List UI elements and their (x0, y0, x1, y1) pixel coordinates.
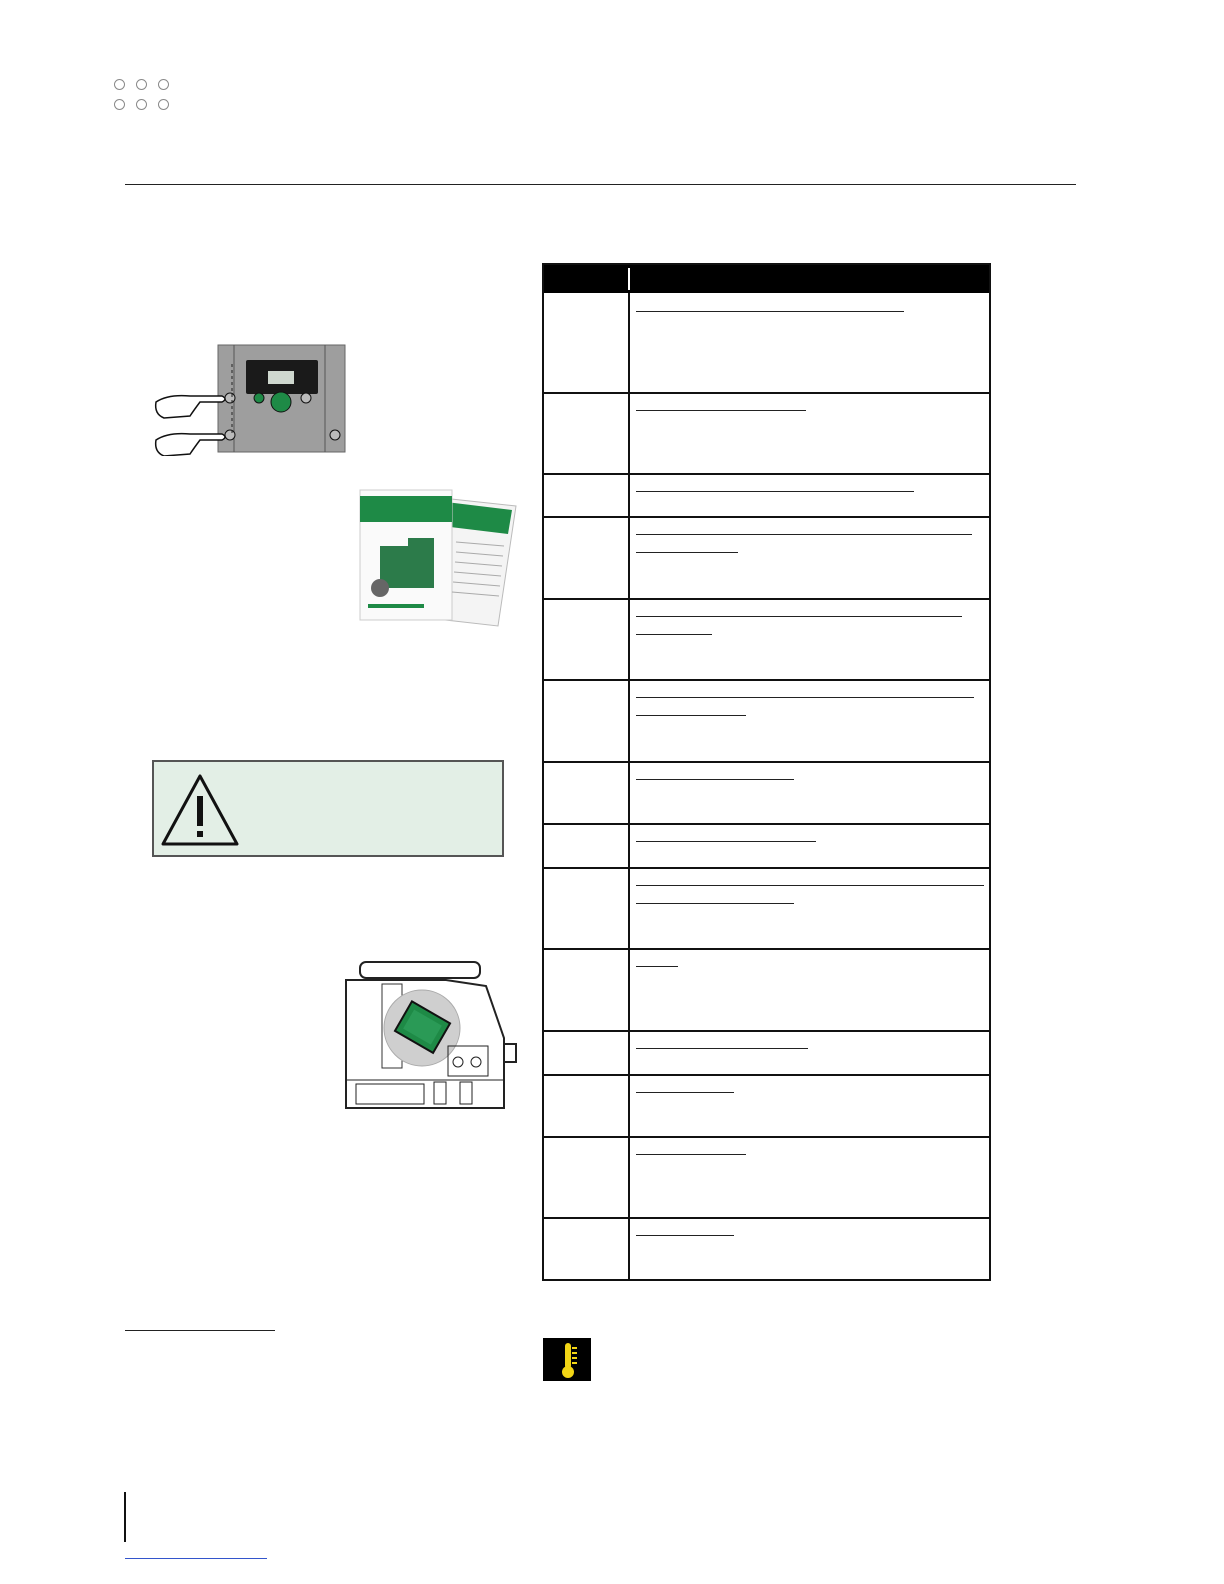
table-row (544, 1217, 989, 1281)
table-row (544, 293, 989, 393)
machine-figure (336, 958, 522, 1118)
control-panel-figure (150, 344, 350, 456)
table-row (544, 679, 989, 762)
warning-box (152, 760, 504, 857)
footer-link[interactable] (125, 1558, 267, 1559)
table-row (544, 1136, 989, 1218)
table-row (544, 823, 989, 868)
quick-guide-figure (358, 488, 518, 628)
table-row (544, 761, 989, 824)
margin-bar (124, 1492, 126, 1542)
table-row (544, 867, 989, 949)
table-row (544, 473, 989, 518)
table-row (544, 598, 989, 680)
table-row (544, 1074, 989, 1137)
table-row (544, 948, 989, 1031)
thermometer-icon (543, 1338, 591, 1381)
table-header (544, 265, 989, 293)
table-row (544, 392, 989, 474)
header-rule (125, 184, 1076, 185)
warning-triangle-icon (160, 772, 240, 848)
footnote-rule (125, 1330, 275, 1331)
header-dots-decoration (114, 79, 174, 111)
code-table (542, 263, 991, 1281)
table-row (544, 1030, 989, 1075)
table-row (544, 516, 989, 599)
